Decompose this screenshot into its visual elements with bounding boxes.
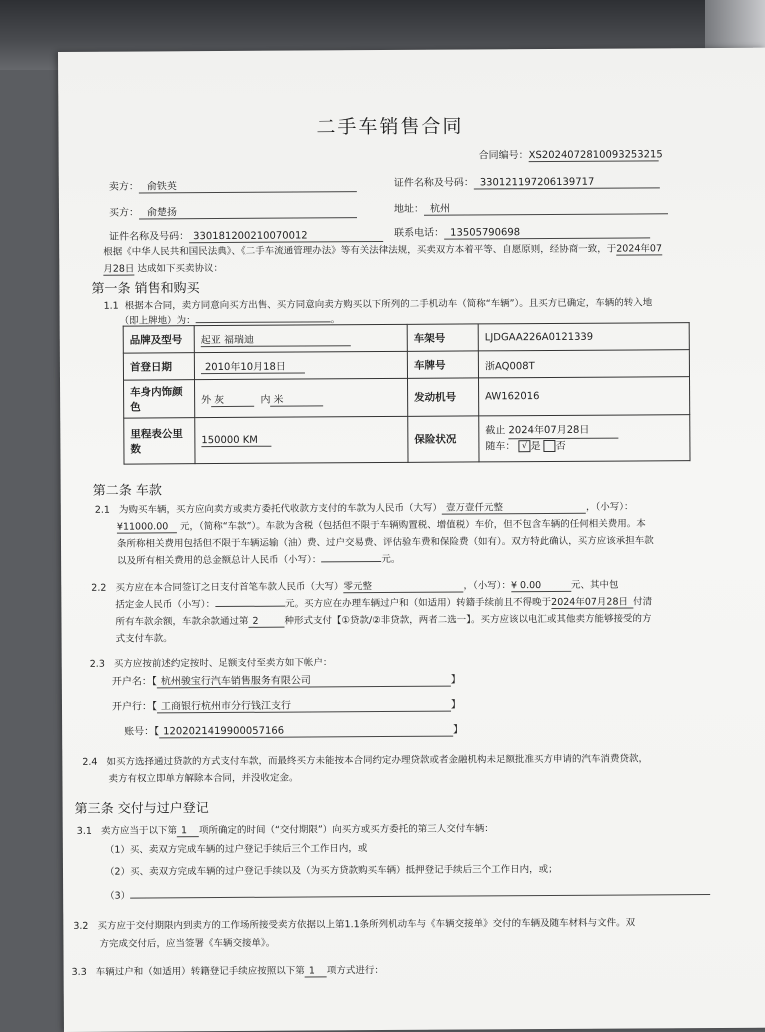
- clause-2-4-line-2: 卖方有权立即单方解除本合同，并没收定金。: [108, 772, 299, 785]
- brand-label: 品牌及型号: [123, 326, 194, 353]
- buyer-id: 330181200210070012: [189, 230, 383, 243]
- engine-label: 发动机号: [408, 378, 479, 416]
- plate-label: 车牌号: [407, 351, 478, 378]
- seller-id-row: 证件名称及号码： 330121197206139717: [394, 172, 660, 190]
- clause-3-2-line-2: 方完成交付后，应当签署《车辆交接单》。: [99, 937, 276, 950]
- clause-2-1-line-2: ¥11000.00 元，（简称“车款”）。车款为含税（包括但不限于车辆购置税、增值税）车价，但不包含车辆的任何相关费用。本: [116, 518, 646, 533]
- mileage-label: 里程表公里数: [124, 418, 195, 464]
- clause-2-1-line-1: 2.1 为购买车辆，买方应向卖方或卖方委托代收款方支付的车款为人民币（大写） 壹万壹仟元整 ，（小写）：: [95, 498, 634, 516]
- insurance-no-checkbox[interactable]: [544, 440, 556, 452]
- clause-2-1-line-3: 条所称相关费用包括但不限于车辆运输（油）费、过户交易费、评估验车费和保险费（如有）。双方特此确认，买方应该承担车款: [116, 535, 654, 550]
- account-bank-row: 开户行：【 工商银行杭州市分行钱江支行 】: [112, 696, 461, 714]
- clause-2-2-line-4: 式支付车款。: [115, 633, 173, 645]
- clause-2-3: 2.3 买方应按前述约定按时、足额支付至卖方如下帐户：: [89, 657, 333, 670]
- clause-2-2-line-1: 2.2 买方应在本合同签订之日支付首笔车款人民币（大写）零元整 ，（小写）：¥ 0.00 元、其中包: [91, 577, 618, 595]
- registration-date-value: 2010年10月18日: [194, 351, 407, 379]
- clause-2-2-line-3: 所有车款余额，车款余款通过第 2 种形式支付【①贷款/②非贷款，两者二选一】。买方应该以电汇或其他卖方能够接受的方: [115, 613, 652, 628]
- intro-line-2: 月28日 达成如下买卖协议：: [103, 260, 223, 276]
- seller-name: 俞铁英: [139, 176, 357, 193]
- seller-row: 卖方： 俞铁英: [109, 176, 357, 194]
- account-bank: 工商银行杭州市分行钱江支行: [157, 696, 451, 714]
- account-number: 1202021419900057166: [159, 725, 453, 739]
- buyer-name: 俞楚扬: [139, 202, 357, 219]
- seller-id: 330121197206139717: [474, 176, 660, 189]
- insurance-label: 保险状况: [408, 416, 479, 462]
- contract-page: [58, 48, 765, 1032]
- clause-3-1-item-2: （2）买、卖双方完成车辆的过户登记手续以及（为买方贷款购买车辆）抵押登记手续后三个工作日内，或；: [104, 863, 558, 878]
- buyer-address-row: 地址： 杭州: [394, 198, 668, 216]
- vin-label: 车架号: [407, 324, 478, 351]
- document-title: 二手车销售合同: [316, 115, 464, 139]
- vehicle-info-table: [123, 322, 691, 464]
- account-name-row: 开户名：【 杭州骏宝行汽车销售服务有限公司 】: [112, 671, 461, 689]
- article-2-title: 第二条 车款: [92, 483, 162, 499]
- vin-value: LJDGAA226A0121339: [478, 323, 689, 351]
- insurance-yes-checkbox[interactable]: √: [519, 440, 531, 452]
- clause-3-1-item-1: （1）买、卖双方完成车辆的过户登记手续后三个工作日内，或: [104, 843, 368, 856]
- registration-date-label: 首登日期: [123, 353, 194, 380]
- clause-2-2-line-2: 括定金人民币（小写）： 元。买方应在办理车辆过户和（如适用）转籍手续前且不得晚于2024年07月28日 付清: [115, 593, 652, 611]
- engine-value: AW162016: [478, 377, 689, 416]
- clause-3-1: 3.1 卖方应当于以下第 1 项所确定的时间（“交付期限”）向买方或买方委托的第三人交付车辆：: [76, 823, 494, 837]
- article-1-title: 第一条 销售和购买: [91, 281, 200, 297]
- clause-1-1-line-1: 1.1 根据本合同，卖方同意向买方出售、买方同意向卖方购买以下所列的二手机动车（简称“车辆”）。且买方已确定，车辆的转入地: [103, 297, 653, 312]
- article-3-title: 第三条 交付与过户登记: [74, 801, 209, 817]
- clause-2-4-line-1: 2.4 如买方选择通过贷款的方式支付车款，而最终买方未能按本合同约定办理贷款或者金融机构未足额批准买方申请的汽车消费贷款，: [82, 753, 649, 768]
- contract-number: 合同编号：XS2024072810093253215: [478, 149, 663, 162]
- clause-1-1-line-2: （即上牌地）为： 。: [119, 314, 341, 327]
- insurance-value: 截止 2024年07月28日 随车： √ 是 否: [479, 415, 690, 462]
- phone-row: 联系电话： 13505790698: [394, 222, 650, 240]
- mileage-value: 150000 KM: [195, 416, 408, 463]
- buyer-id-row: 证件名称及号码： 330181200210070012: [109, 226, 383, 244]
- phone-number: 13505790698: [444, 226, 650, 239]
- clause-3-1-item-3: （3）: [105, 884, 710, 902]
- account-name: 杭州骏宝行汽车销售服务有限公司: [157, 671, 451, 689]
- brand-value: 起亚 福瑞迪: [194, 324, 407, 352]
- buyer-row: 买方： 俞楚扬: [109, 202, 357, 220]
- clause-3-3: 3.3 车辆过户和（如适用）转籍登记手续应按照以下第 1 项方式进行：: [71, 965, 384, 978]
- color-label: 车身内饰颜色: [124, 380, 195, 418]
- clause-2-1-line-4: 以及所有相关费用的总金额总计人民币（小写）： 元。: [117, 553, 401, 567]
- intro-line-1: 根据《中华人民共和国民法典》、《二手车流通管理办法》等有关法律法规，买卖双方本着平等、自愿原则，经协商一致，于2024年07: [103, 240, 662, 258]
- color-value: 外 灰 内 米: [195, 378, 408, 417]
- account-number-row: 账号：【 1202021419900057166 】: [124, 724, 464, 738]
- plate-value: 浙AQ008T: [478, 350, 689, 378]
- buyer-address: 杭州: [424, 198, 668, 215]
- clause-3-2-line-1: 3.2 买方应于交付期限内到卖方的工作场所接受卖方依据以上第1.1条所列机动车与《车辆交接单》交付的车辆及随车材料与文件。双: [73, 917, 636, 932]
